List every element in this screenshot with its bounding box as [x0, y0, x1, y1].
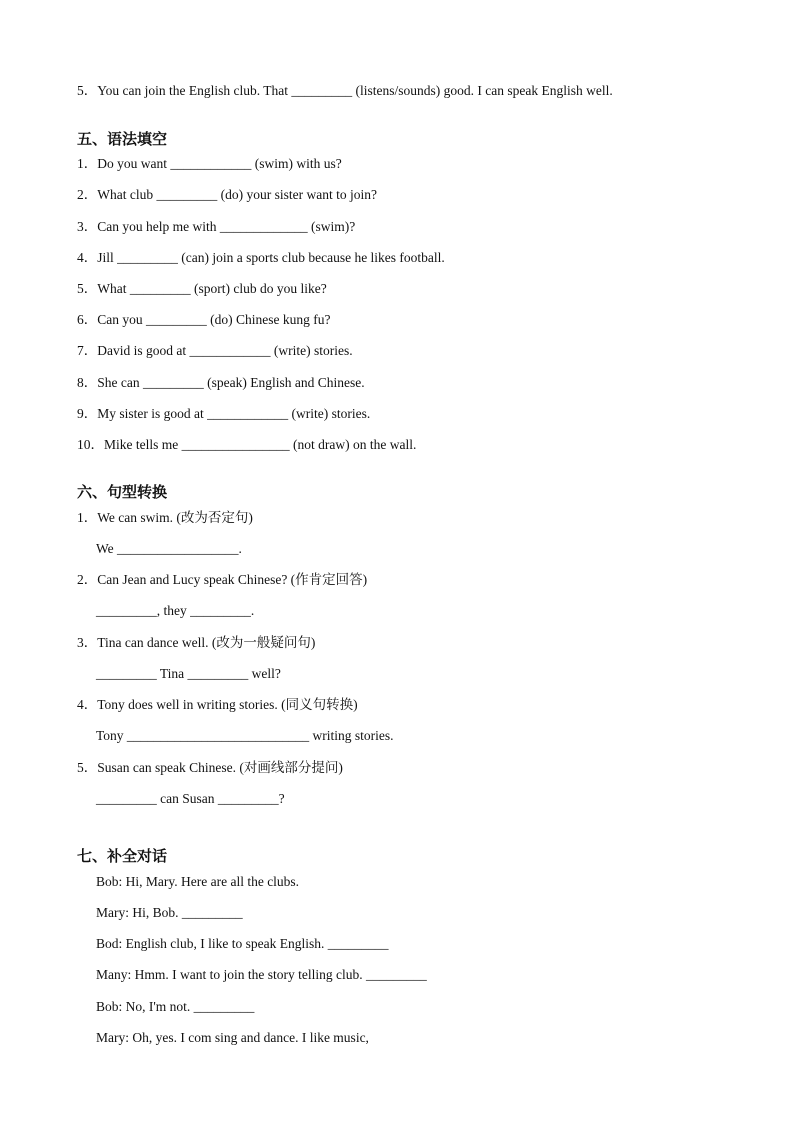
s5-question-9: 9．My sister is good at ____________ (write) stories. — [77, 406, 371, 421]
s6-answer-3: _________ Tina _________ well? — [96, 666, 281, 681]
s6-question-4: 4．Tony does well in writing stories. (同义句转换) — [77, 697, 358, 712]
s6-question-3: 3．Tina can dance well. (改为一般疑问句) — [77, 635, 316, 650]
s6-answer-1: We __________________. — [96, 541, 242, 556]
dialogue-line-3: Bod: English club, I like to speak English. _________ — [96, 936, 389, 951]
dialogue-line-1: Bob: Hi, Mary. Here are all the clubs. — [96, 874, 300, 889]
s5-question-1: 1．Do you want ____________ (swim) with us? — [77, 156, 342, 171]
dialogue-line-2: Mary: Hi, Bob. _________ — [96, 905, 243, 920]
s6-question-5: 5．Susan can speak Chinese. (对画线部分提问) — [77, 760, 343, 775]
top-question-5: 5．You can join the English club. That _________ (listens/sounds) good. I can speak English well. — [77, 83, 613, 98]
s5-question-6: 6．Can you _________ (do) Chinese kung fu? — [77, 312, 331, 327]
s6-answer-4: Tony ___________________________ writing stories. — [96, 728, 394, 743]
s5-question-8: 8．She can _________ (speak) English and Chinese. — [77, 375, 365, 390]
s5-question-3: 3．Can you help me with _____________ (swim)? — [77, 219, 356, 234]
section-7-title: 七、补全对话 — [77, 847, 168, 865]
s5-question-7: 7．David is good at ____________ (write) stories. — [77, 343, 353, 358]
dialogue-line-4: Many: Hmm. I want to join the story telling club. _________ — [96, 967, 427, 982]
section-5-title: 五、语法填空 — [77, 130, 168, 148]
s5-question-10: 10．Mike tells me ________________ (not draw) on the wall. — [77, 437, 417, 452]
section-6-title: 六、句型转换 — [77, 483, 168, 501]
dialogue-line-5: Bob: No, I'm not. _________ — [96, 999, 255, 1014]
s6-answer-5: _________ can Susan _________? — [96, 791, 285, 806]
s6-question-1: 1．We can swim. (改为否定句) — [77, 510, 253, 525]
s5-question-5: 5．What _________ (sport) club do you like? — [77, 281, 327, 296]
s6-question-2: 2．Can Jean and Lucy speak Chinese? (作肯定回答) — [77, 572, 368, 587]
s6-answer-2: _________, they _________. — [96, 603, 255, 618]
s5-question-4: 4．Jill _________ (can) join a sports club because he likes football. — [77, 250, 445, 265]
dialogue-line-6: Mary: Oh, yes. I com sing and dance. I like music, — [96, 1030, 369, 1045]
s5-question-2: 2．What club _________ (do) your sister want to join? — [77, 187, 377, 202]
